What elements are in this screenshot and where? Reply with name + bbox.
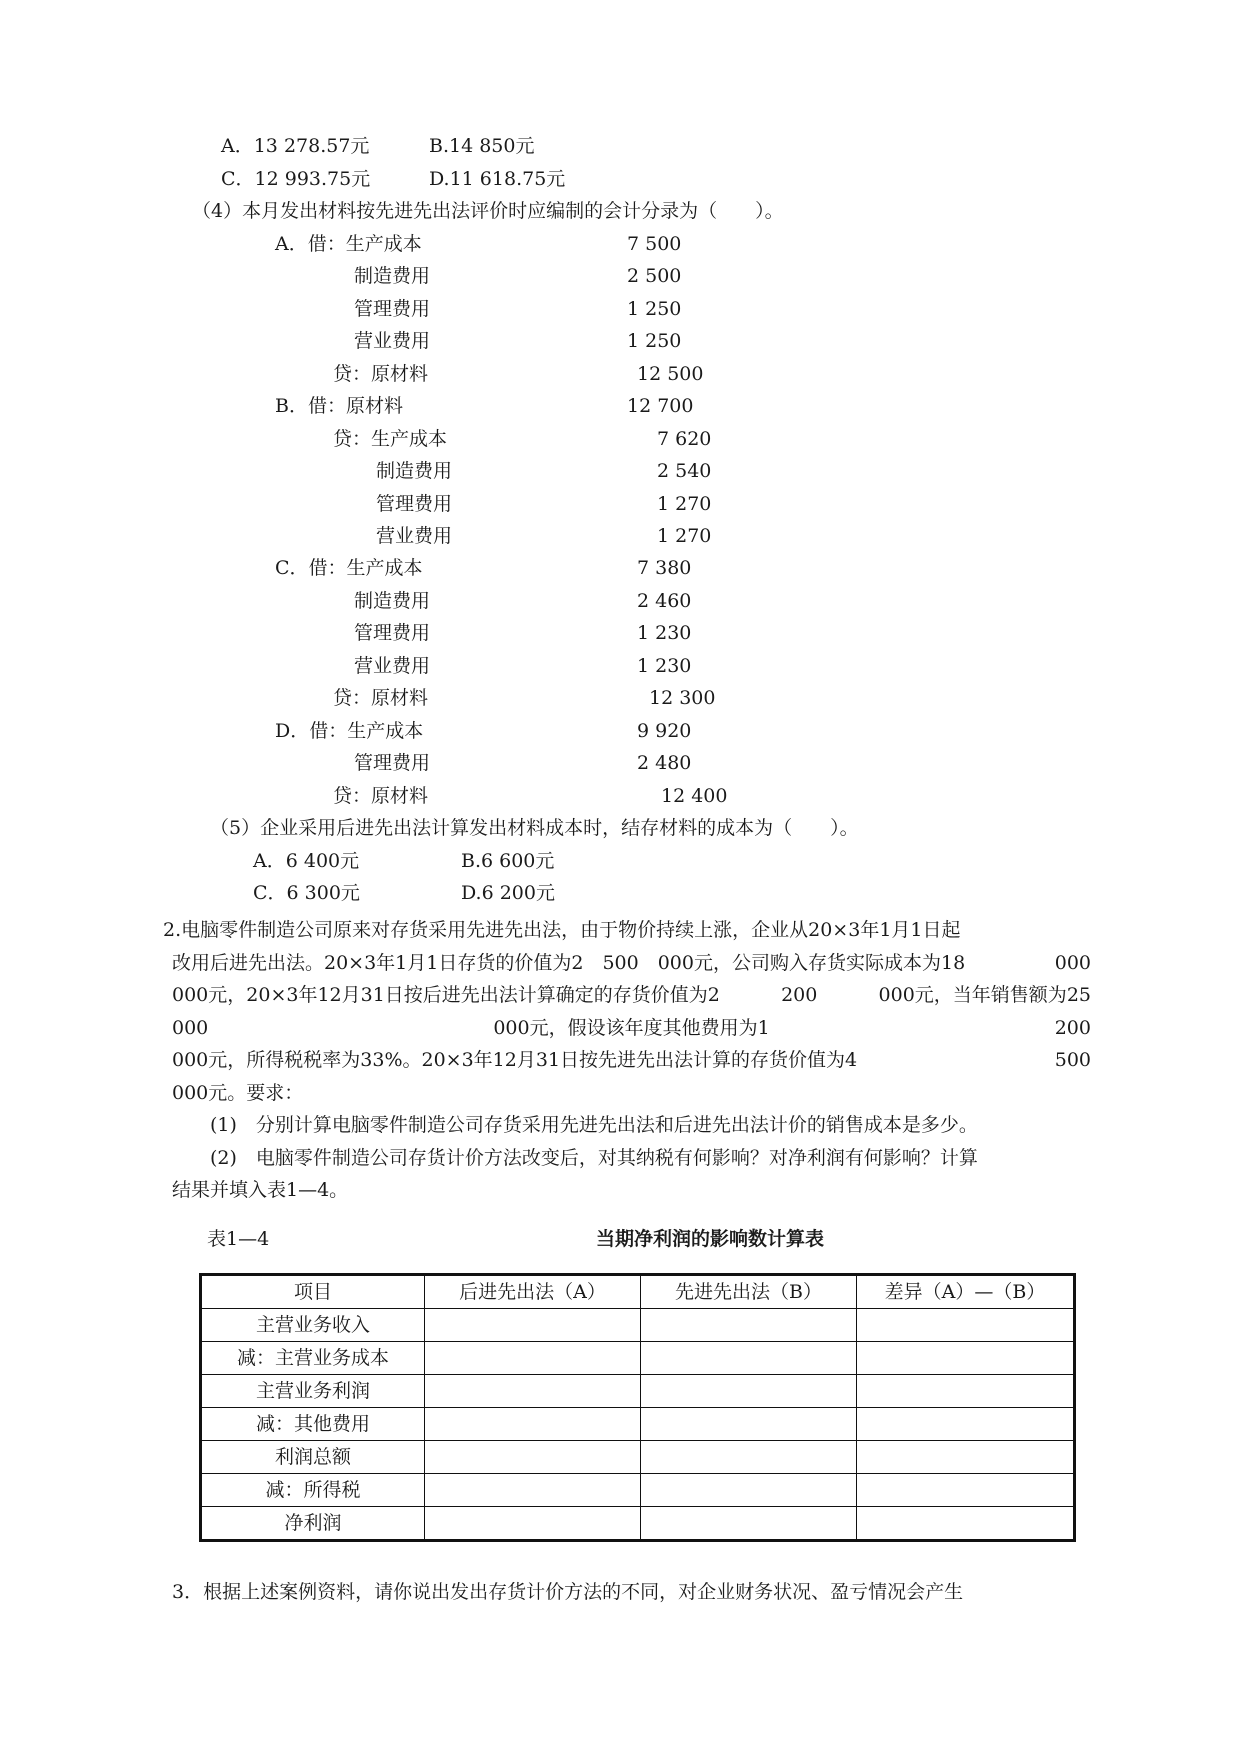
cell-fifo <box>641 1507 857 1541</box>
q5-option-b: B.6 600元 <box>461 850 555 872</box>
q3-option-c: C．12 993.75元 <box>221 168 371 190</box>
case2-line-4 <box>163 1012 1091 1045</box>
q4-b-amount-4: 1 270 <box>657 493 712 515</box>
q4-b-line-4: 管理费用 <box>376 493 453 515</box>
cell-fifo <box>641 1342 857 1375</box>
q5-stem: （5）企业采用后进先出法计算发出材料成本时，结存材料的成本为（ ）。 <box>210 817 859 839</box>
header-lifo: 后进先出法（A） <box>425 1275 641 1309</box>
q4-a-line-1: A．借：生产成本 <box>275 233 422 255</box>
case2-line-2b: 000 <box>1054 951 1091 974</box>
case2-paragraph <box>163 914 1091 1207</box>
case2-line-5a: 000元，所得税税率为33%。20×3年12月31日按先进先出法计算的存货价值为4 <box>172 1049 858 1071</box>
q5-option-c: C．6 300元 <box>253 882 360 904</box>
q4-c-line-5: 贷：原材料 <box>333 687 429 709</box>
header-item: 项目 <box>201 1275 425 1309</box>
table-row <box>201 1375 1075 1408</box>
q4-d-line-3: 贷：原材料 <box>333 785 429 807</box>
q4-b-amount-3: 2 540 <box>657 460 712 482</box>
case2-line-4a: 000 <box>172 1016 209 1039</box>
q4-d-line-1: D．借：生产成本 <box>275 720 424 742</box>
q4-b-amount-1: 12 700 <box>627 395 694 417</box>
q4-c-amount-3: 1 230 <box>637 622 692 644</box>
case2-line-2 <box>163 947 1091 980</box>
row-label: 净利润 <box>201 1507 425 1541</box>
case2-line-3a: 000元，20×3年12月31日按后进先出法计算确定的存货价值为2 <box>172 984 720 1006</box>
q4-b-line-3: 制造费用 <box>376 460 453 482</box>
net-profit-impact-table <box>199 1273 1076 1542</box>
q4-d-amount-3: 12 400 <box>661 785 728 807</box>
cell-lifo <box>425 1441 641 1474</box>
q3-final-stem: 3．根据上述案例资料，请你说出发出存货计价方法的不同，对企业财务状况、盈亏情况会产生 <box>172 1581 964 1603</box>
q4-stem: （4）本月发出材料按先进先出法评价时应编制的会计分录为（ ）。 <box>192 200 784 222</box>
case2-line-1-text: 2.电脑零件制造公司原来对存货采用先进先出法，由于物价持续上涨，企业从20×3年1月1日起 <box>163 919 961 941</box>
table-header-row <box>201 1275 1075 1309</box>
row-label: 减：所得税 <box>201 1474 425 1507</box>
q4-c-amount-5: 12 300 <box>649 687 716 709</box>
q4-a-line-3: 管理费用 <box>354 298 431 320</box>
q4-a-amount-4: 1 250 <box>627 330 682 352</box>
cell-difference <box>857 1441 1075 1474</box>
cell-difference <box>857 1375 1075 1408</box>
case2-line-3b: 200 <box>781 984 818 1006</box>
row-label: 主营业务收入 <box>201 1309 425 1342</box>
table-title: 当期净利润的影响数计算表 <box>595 1228 824 1250</box>
cell-fifo <box>641 1375 857 1408</box>
q4-b-amount-5: 1 270 <box>657 525 712 547</box>
case2-req-1-text: (1) 分别计算电脑零件制造公司存货采用先进先出法和后进先出法计价的销售成本是多少。 <box>210 1114 978 1136</box>
q4-a-line-4: 营业费用 <box>354 330 431 352</box>
table-row <box>201 1474 1075 1507</box>
q4-c-line-1: C．借：生产成本 <box>275 557 423 579</box>
case2-req-2 <box>163 1142 1091 1175</box>
case2-line-4b: 000元，假设该年度其他费用为1 <box>493 1016 770 1039</box>
row-label: 利润总额 <box>201 1441 425 1474</box>
cell-difference <box>857 1309 1075 1342</box>
q4-a-amount-3: 1 250 <box>627 298 682 320</box>
case2-line-6 <box>163 1077 1091 1110</box>
case2-line-5 <box>163 1044 1091 1077</box>
table-row <box>201 1342 1075 1375</box>
cell-lifo <box>425 1309 641 1342</box>
cell-difference <box>857 1507 1075 1541</box>
table-caption: 表1—4 <box>207 1228 270 1250</box>
q4-b-amount-2: 7 620 <box>657 428 712 450</box>
table-row <box>201 1408 1075 1441</box>
q4-c-line-4: 营业费用 <box>354 655 431 677</box>
header-fifo: 先进先出法（B） <box>641 1275 857 1309</box>
row-label: 减：主营业务成本 <box>201 1342 425 1375</box>
cell-lifo <box>425 1408 641 1441</box>
table-row <box>201 1441 1075 1474</box>
q4-b-line-1: B．借：原材料 <box>275 395 403 417</box>
cell-lifo <box>425 1342 641 1375</box>
q3-option-a: A．13 278.57元 <box>221 135 370 157</box>
q4-a-line-5: 贷：原材料 <box>333 363 429 385</box>
cell-fifo <box>641 1408 857 1441</box>
case2-line-3 <box>163 979 1091 1012</box>
q5-option-a: A．6 400元 <box>253 850 360 872</box>
q4-b-line-2: 贷：生产成本 <box>333 428 448 450</box>
cell-lifo <box>425 1474 641 1507</box>
q4-d-line-2: 管理费用 <box>354 752 431 774</box>
q3-option-d: D.11 618.75元 <box>429 168 566 190</box>
q4-a-amount-2: 2 500 <box>627 265 682 287</box>
case2-req-2-cont-text: 结果并填入表1—4。 <box>172 1179 349 1201</box>
q4-a-amount-5: 12 500 <box>637 363 704 385</box>
table-row <box>201 1507 1075 1541</box>
q4-c-amount-4: 1 230 <box>637 655 692 677</box>
table-row <box>201 1309 1075 1342</box>
q4-b-line-5: 营业费用 <box>376 525 453 547</box>
header-difference: 差异（A）—（B） <box>857 1275 1075 1309</box>
q3-option-b: B.14 850元 <box>429 135 535 157</box>
q4-a-line-2: 制造费用 <box>354 265 431 287</box>
cell-difference <box>857 1408 1075 1441</box>
case2-line-4c: 200 <box>1054 1016 1091 1039</box>
row-label: 减：其他费用 <box>201 1408 425 1441</box>
cell-fifo <box>641 1474 857 1507</box>
case2-line-2a: 改用后进先出法。20×3年1月1日存货的价值为2 500 000元，公司购入存货实际成本为18 <box>172 951 966 974</box>
case2-line-1 <box>163 914 1091 947</box>
case2-req-1 <box>163 1109 1091 1142</box>
case2-line-6-text: 000元。要求： <box>172 1081 304 1104</box>
cell-difference <box>857 1342 1075 1375</box>
q4-a-amount-1: 7 500 <box>627 233 682 255</box>
q4-c-amount-1: 7 380 <box>637 557 692 579</box>
case2-line-3c: 000元，当年销售额为25 <box>878 984 1091 1006</box>
row-label: 主营业务利润 <box>201 1375 425 1408</box>
case2-req-2-text: (2) 电脑零件制造公司存货计价方法改变后，对其纳税有何影响？对净利润有何影响？计算 <box>210 1146 978 1169</box>
case2-line-5b: 500 <box>1054 1049 1091 1071</box>
cell-lifo <box>425 1507 641 1541</box>
case2-req-2-cont <box>163 1174 1091 1207</box>
q5-option-d: D.6 200元 <box>461 882 555 904</box>
cell-fifo <box>641 1309 857 1342</box>
cell-lifo <box>425 1375 641 1408</box>
cell-fifo <box>641 1441 857 1474</box>
q4-c-line-3: 管理费用 <box>354 622 431 644</box>
q4-c-amount-2: 2 460 <box>637 590 692 612</box>
q4-d-amount-1: 9 920 <box>637 720 692 742</box>
q4-d-amount-2: 2 480 <box>637 752 692 774</box>
cell-difference <box>857 1474 1075 1507</box>
q4-c-line-2: 制造费用 <box>354 590 431 612</box>
